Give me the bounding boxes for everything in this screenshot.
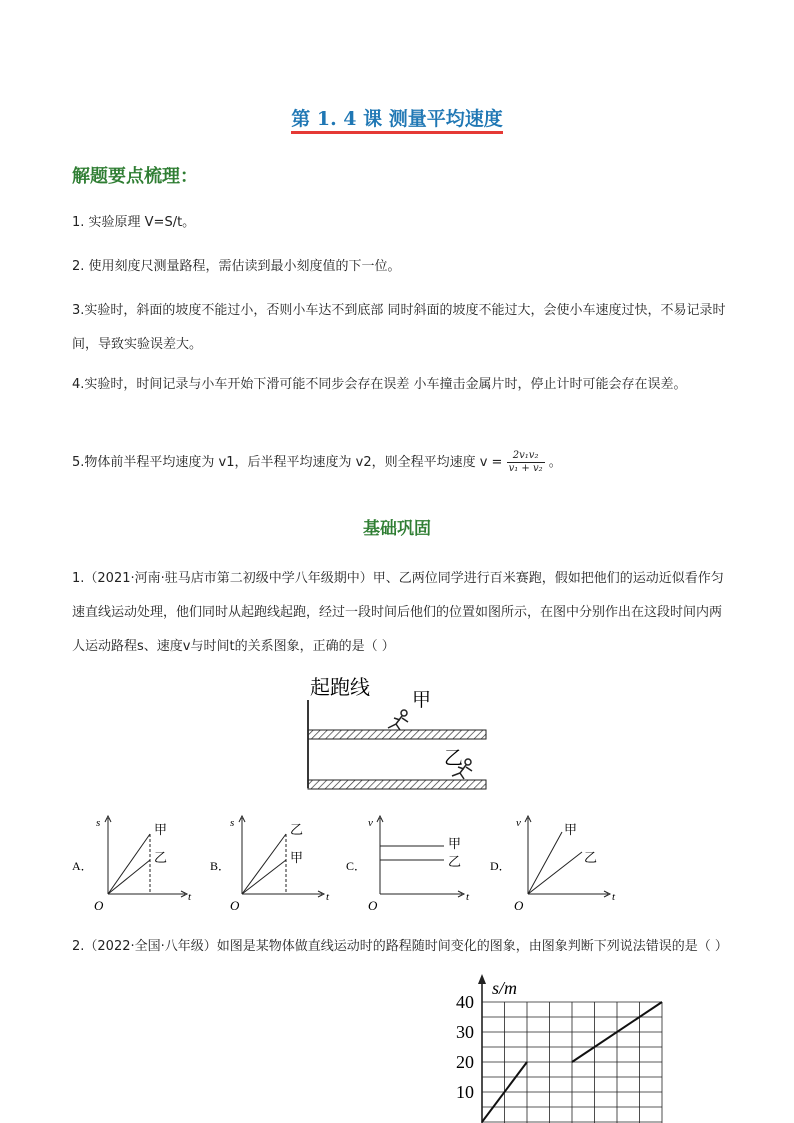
section-heading-key-points: 解题要点梳理：	[72, 166, 198, 187]
option-c-top: 甲	[448, 836, 462, 851]
option-b-bottom: 甲	[290, 850, 304, 865]
point-5-text: 5.物体前半程平均速度为 v1，后半程平均速度为 v2，则全程平均速度 v =	[72, 455, 503, 470]
option-b-graph	[210, 816, 330, 913]
runner-jia-label: 甲	[412, 690, 432, 711]
option-d-yaxis: v	[516, 817, 521, 829]
option-a-label: A．	[72, 859, 93, 873]
y-axis-arrow-icon	[478, 974, 486, 984]
question-2: 2.（2022·全国·八年级）如图是某物体做直线运动时的路程随时间变化的图象，由图象判断下列说法错误的是（ ）	[72, 939, 728, 954]
runner-jia-icon	[388, 710, 408, 730]
option-d-xaxis: t	[612, 891, 616, 903]
option-c-origin: O	[368, 898, 378, 913]
option-a-bottom: 乙	[154, 850, 168, 865]
formula-denominator: v₁ + v₂	[508, 463, 543, 474]
y-tick-label: 20	[456, 1052, 474, 1072]
point-2: 2. 使用刻度尺测量路程，需估读到最小刻度值的下一位。	[72, 259, 401, 274]
option-d-bottom: 乙	[584, 850, 598, 865]
option-b-origin: O	[230, 898, 240, 913]
option-c-graph	[346, 816, 470, 913]
option-a-yaxis: s	[96, 817, 101, 829]
average-speed-formula	[507, 450, 545, 475]
option-b-label: B．	[210, 859, 231, 873]
section-heading-basic: 基础巩固	[363, 519, 431, 539]
y-tick-label: 40	[456, 992, 474, 1012]
lane-divider	[308, 730, 486, 739]
formula-numerator: 2v₁v₂	[507, 450, 545, 463]
race-track-figure	[300, 672, 495, 792]
y-tick-label: 10	[456, 1082, 474, 1102]
answer-options-graphs	[70, 812, 750, 914]
option-b-xaxis: t	[326, 891, 330, 903]
option-d-origin: O	[514, 898, 524, 913]
distance-time-chart	[440, 970, 700, 1123]
option-a-origin: O	[94, 898, 104, 913]
option-c-xaxis: t	[466, 891, 470, 903]
runner-yi-label: 乙	[444, 748, 464, 769]
option-d-top: 甲	[564, 822, 578, 837]
option-a-top: 甲	[154, 822, 168, 837]
point-3: 3.实验时，斜面的坡度不能过小，否则小车达不到底部 同时斜面的坡度不能过大，会使小车速度过快，不易记录时间，导致实验误差大。	[72, 303, 726, 352]
y-tick-label: 30	[456, 1022, 474, 1042]
point-5-end: 。	[548, 455, 562, 470]
chart-y-label	[492, 978, 517, 998]
point-1: 1. 实验原理 V=S/t。	[72, 215, 196, 230]
point-5	[72, 448, 728, 478]
option-a-graph	[72, 816, 192, 913]
option-a-xaxis: t	[188, 891, 192, 903]
question-1: 1.（2021·河南·驻马店市第二初级中学八年级期中）甲、乙两位同学进行百米赛跑，假如把他们的运动近似看作匀速直线运动处理，他们同时从起跑线起跑，经过一段时间后他们的位置如图所示，在图中分别作出在这段时间内两人运动路程s、速度v与时间t的关系图象，正确的是（ ）	[72, 571, 724, 654]
option-c-yaxis: v	[368, 817, 373, 829]
option-b-top: 乙	[290, 822, 304, 837]
chart-y-label-text: s/m	[492, 978, 518, 998]
option-c-label: C．	[346, 859, 367, 873]
option-b-yaxis: s	[230, 817, 235, 829]
start-line-label: 起跑线	[310, 677, 370, 699]
lesson-title: 第 1. 4 课 测量平均速度	[0, 104, 794, 131]
option-d-label: D．	[490, 859, 511, 873]
option-c-bottom: 乙	[448, 854, 462, 869]
point-4: 4.实验时，时间记录与小车开始下滑可能不同步会存在误差 小车撞击金属片时，停止计时可能会存在误差。	[72, 377, 687, 392]
option-d-graph	[490, 816, 616, 913]
lane-bottom	[308, 780, 486, 789]
